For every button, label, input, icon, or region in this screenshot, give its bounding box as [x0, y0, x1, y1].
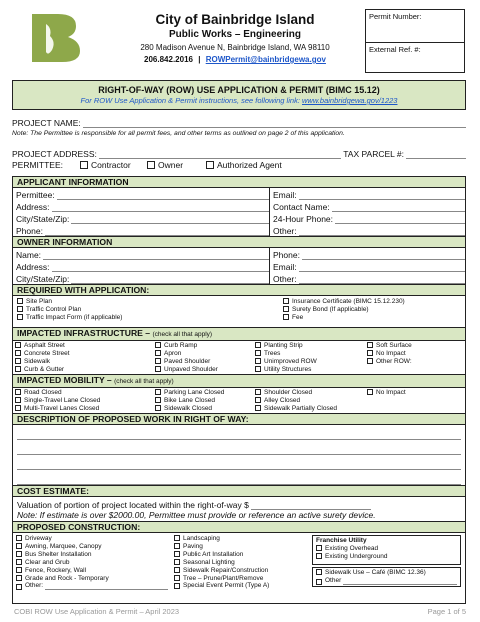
- proposed-construction-heading: PROPOSED CONSTRUCTION:: [13, 522, 465, 533]
- surety-bond-checkbox[interactable]: [283, 306, 289, 312]
- curb-gutter-label: Curb & Gutter: [24, 365, 65, 373]
- traffic-impact-form-label: Traffic Impact Form (if applicable): [26, 313, 123, 321]
- owner-option-label: Owner: [158, 160, 184, 170]
- asphalt-street-checkbox[interactable]: [15, 342, 21, 348]
- special-event-checkbox[interactable]: [174, 583, 180, 589]
- permit-number-box: [365, 9, 465, 73]
- owner-other-label: Other:: [273, 274, 297, 284]
- department-name: Public Works – Engineering: [168, 29, 302, 40]
- apron-checkbox[interactable]: [155, 350, 161, 356]
- phone-label: Phone:: [16, 226, 43, 236]
- parking-lane-closed-checkbox[interactable]: [155, 389, 161, 395]
- tree-prune-checkbox[interactable]: [174, 575, 180, 581]
- franchise-utility-box: [312, 535, 461, 565]
- other-label: Other:: [273, 226, 297, 236]
- unimproved-row-label: Unimproved ROW: [264, 357, 317, 365]
- bus-shelter-checkbox[interactable]: [16, 551, 22, 557]
- address-input[interactable]: [52, 211, 269, 212]
- grade-rock-label: Grade and Rock - Temporary: [25, 574, 109, 582]
- other-construction-label: Other:: [25, 582, 44, 590]
- concrete-street-label: Concrete Street: [24, 349, 70, 357]
- bus-shelter-label: Bus Shelter Installation: [25, 550, 92, 558]
- curb-ramp-checkbox[interactable]: [155, 342, 161, 348]
- road-closed-label: Road Closed: [24, 389, 62, 396]
- trees-checkbox[interactable]: [255, 350, 261, 356]
- city-state-zip-input[interactable]: [71, 223, 269, 224]
- multi-lanes-closed-checkbox[interactable]: [15, 405, 21, 411]
- paved-shoulder-checkbox[interactable]: [155, 358, 161, 364]
- utility-structures-label: Utility Structures: [264, 365, 312, 373]
- other-cafe-checkbox[interactable]: [316, 579, 322, 585]
- other-construction-checkbox[interactable]: [16, 584, 22, 590]
- insurance-certificate-checkbox[interactable]: [283, 298, 289, 304]
- single-lane-closed-checkbox[interactable]: [15, 397, 21, 403]
- driveway-label: Driveway: [25, 535, 52, 542]
- owner-city-state-zip-label: City/State/Zip:: [16, 274, 70, 284]
- owner-email-label: Email:: [273, 262, 297, 272]
- utility-structures-checkbox[interactable]: [255, 366, 261, 372]
- curb-ramp-label: Curb Ramp: [164, 342, 198, 349]
- sidewalk-repair-label: Sidewalk Repair/Construction: [183, 566, 269, 574]
- owner-checkbox[interactable]: [147, 161, 155, 169]
- owner-city-state-zip-input[interactable]: [71, 283, 269, 284]
- other-row-checkbox[interactable]: [367, 358, 373, 364]
- bike-lane-closed-checkbox[interactable]: [155, 397, 161, 403]
- public-art-label: Public Art Installation: [183, 550, 244, 558]
- other-cafe-label: Other: [325, 576, 342, 584]
- parking-lane-closed-label: Parking Lane Closed: [164, 389, 225, 396]
- contact-name-input[interactable]: [332, 211, 465, 212]
- paving-checkbox[interactable]: [174, 543, 180, 549]
- awning-checkbox[interactable]: [16, 543, 22, 549]
- cost-estimate-heading: COST ESTIMATE:: [13, 486, 465, 497]
- site-plan-checkbox[interactable]: [17, 298, 23, 304]
- awning-label: Awning, Marquee, Canopy: [25, 542, 102, 550]
- sidewalk-cafe-label: Sidewalk Use – Café (BIMC 12.36): [325, 569, 426, 576]
- sidewalk-partially-closed-checkbox[interactable]: [255, 405, 261, 411]
- no-impact-infra-label: No Impact: [376, 349, 406, 357]
- owner-info-heading: OWNER INFORMATION: [13, 237, 465, 248]
- no-impact-infra-checkbox[interactable]: [367, 350, 373, 356]
- fence-checkbox[interactable]: [16, 567, 22, 573]
- description-input[interactable]: [13, 425, 465, 486]
- city-name: City of Bainbridge Island: [155, 12, 315, 27]
- other-input[interactable]: [299, 235, 465, 236]
- owner-email-input[interactable]: [299, 271, 465, 272]
- mobility-heading: IMPACTED MOBILITY –: [17, 375, 112, 385]
- paving-label: Paving: [183, 542, 203, 550]
- trees-label: Trees: [264, 349, 281, 357]
- planting-strip-label: Planting Strip: [264, 342, 303, 349]
- owner-phone-label: Phone:: [273, 250, 300, 260]
- owner-address-label: Address:: [16, 262, 50, 272]
- multi-lanes-closed-label: Multi-Travel Lanes Closed: [24, 404, 100, 412]
- owner-other-input[interactable]: [299, 283, 465, 284]
- permittee-fee-note: Note: The Permittee is responsible for all permit fees, and other terms as outlined on page 2 of this application.: [12, 130, 345, 137]
- seasonal-lighting-label: Seasonal Lighting: [183, 558, 235, 566]
- contractor-checkbox[interactable]: [80, 161, 88, 169]
- mobility-hint: (check all that apply): [114, 378, 174, 385]
- permittee-label: Permittee:: [16, 190, 55, 200]
- sidewalk-checkbox[interactable]: [15, 358, 21, 364]
- description-heading: DESCRIPTION OF PROPOSED WORK IN RIGHT OF WAY:: [13, 414, 465, 425]
- curb-gutter-checkbox[interactable]: [15, 366, 21, 372]
- other-cafe-input[interactable]: [343, 584, 457, 585]
- existing-overhead-checkbox[interactable]: [316, 545, 322, 551]
- authorized-agent-checkbox[interactable]: [206, 161, 214, 169]
- sidewalk-closed-checkbox[interactable]: [155, 405, 161, 411]
- no-impact-mobility-checkbox[interactable]: [367, 389, 373, 395]
- insurance-certificate-label: Insurance Certificate (BIMC 15.12.230): [292, 298, 405, 305]
- driveway-checkbox[interactable]: [16, 535, 22, 541]
- phone-input[interactable]: [45, 235, 269, 236]
- contact-name-label: Contact Name:: [273, 202, 330, 212]
- other-row-label: Other ROW:: [376, 357, 412, 365]
- traffic-impact-form-checkbox[interactable]: [17, 314, 23, 320]
- single-lane-closed-label: Single-Travel Lane Closed: [24, 396, 101, 404]
- instructions-text: For ROW Use Application & Permit instructions, see following link:: [80, 96, 300, 105]
- permittee-input[interactable]: [57, 199, 269, 200]
- sidewalk-cafe-checkbox[interactable]: [316, 569, 322, 575]
- permittee-type-label: PERMITTEE:: [12, 160, 64, 170]
- alley-closed-checkbox[interactable]: [255, 397, 261, 403]
- 24-hour-phone-input[interactable]: [335, 223, 465, 224]
- bike-lane-closed-label: Bike Lane Closed: [164, 396, 215, 404]
- email-label: Email:: [273, 190, 297, 200]
- no-impact-mobility-label: No Impact: [376, 389, 406, 396]
- fee-label: Fee: [292, 313, 304, 321]
- owner-address-input[interactable]: [52, 271, 269, 272]
- project-address-input[interactable]: [99, 148, 341, 159]
- infrastructure-heading: IMPACTED INFRASTRUCTURE –: [17, 328, 151, 338]
- paved-shoulder-label: Paved Shoulder: [164, 357, 211, 365]
- clear-grub-label: Clear and Grub: [25, 558, 70, 566]
- sidewalk-cafe-box: [312, 567, 461, 587]
- owner-name-input[interactable]: [43, 259, 269, 260]
- form-title-box: [12, 80, 466, 110]
- sidewalk-closed-label: Sidewalk Closed: [164, 404, 213, 412]
- footer-title: COBI ROW Use Application & Permit – April 2023: [14, 607, 180, 616]
- clear-grub-checkbox[interactable]: [16, 559, 22, 565]
- planting-strip-checkbox[interactable]: [255, 342, 261, 348]
- shoulder-closed-label: Shoulder Closed: [264, 389, 313, 396]
- soft-surface-label: Soft Surface: [376, 342, 412, 349]
- infrastructure-hint: (check all that apply): [152, 331, 213, 338]
- traffic-control-plan-checkbox[interactable]: [17, 306, 23, 312]
- existing-underground-checkbox[interactable]: [316, 553, 322, 559]
- site-plan-label: Site Plan: [26, 298, 53, 305]
- page-number: Page 1 of 5: [427, 607, 466, 616]
- traffic-control-plan-label: Traffic Control Plan: [26, 305, 82, 313]
- shoulder-closed-checkbox[interactable]: [255, 389, 261, 395]
- tax-parcel-label: TAX PARCEL #:: [343, 149, 404, 159]
- existing-overhead-label: Existing Overhead: [325, 544, 379, 552]
- surety-note: Note: If estimate is over $2000.00, Permittee must provide or reference an active surety device.: [17, 510, 376, 520]
- permit-number-field[interactable]: Permit Number:: [366, 10, 464, 43]
- project-address-label: PROJECT ADDRESS:: [12, 149, 97, 159]
- valuation-label: Valuation of portion of project located within the right-of-way $: [17, 500, 249, 510]
- contractor-option-label: Contractor: [91, 160, 131, 170]
- landscaping-label: Landscaping: [183, 535, 220, 542]
- existing-underground-label: Existing Underground: [325, 552, 388, 560]
- franchise-utility-heading: Franchise Utility: [316, 537, 367, 544]
- fee-checkbox[interactable]: [283, 314, 289, 320]
- unpaved-shoulder-label: Unpaved Shoulder: [164, 365, 218, 373]
- owner-phone-input[interactable]: [302, 259, 465, 260]
- seasonal-lighting-checkbox[interactable]: [174, 559, 180, 565]
- grade-rock-checkbox[interactable]: [16, 575, 22, 581]
- fence-label: Fence, Rockery, Wall: [25, 566, 87, 574]
- sidewalk-label: Sidewalk: [24, 357, 51, 365]
- authorized-agent-option-label: Authorized Agent: [217, 160, 282, 170]
- project-name-label: PROJECT NAME:: [12, 118, 81, 128]
- road-closed-checkbox[interactable]: [15, 389, 21, 395]
- unpaved-shoulder-checkbox[interactable]: [155, 366, 161, 372]
- address-label: Address:: [16, 202, 50, 212]
- surety-bond-label: Surety Bond (If applicable): [292, 305, 369, 313]
- tax-parcel-input[interactable]: [406, 148, 466, 159]
- special-event-label: Special Event Permit (Type A): [183, 582, 270, 590]
- city-state-zip-label: City/State/Zip:: [16, 214, 70, 224]
- city-phone: 206.842.2016: [144, 55, 193, 64]
- concrete-street-checkbox[interactable]: [15, 350, 21, 356]
- owner-name-label: Name:: [16, 250, 42, 260]
- 24-hour-phone-label: 24-Hour Phone:: [273, 214, 334, 224]
- project-name-input[interactable]: [83, 117, 466, 128]
- other-construction-input[interactable]: [45, 589, 168, 590]
- sidewalk-repair-checkbox[interactable]: [174, 567, 180, 573]
- public-art-checkbox[interactable]: [174, 551, 180, 557]
- external-ref-field[interactable]: External Ref. #:: [369, 45, 421, 54]
- instructions-link[interactable]: www.bainbridgewa.gov/1223: [302, 96, 398, 105]
- asphalt-street-label: Asphalt Street: [24, 342, 65, 349]
- unimproved-row-checkbox[interactable]: [255, 358, 261, 364]
- tree-prune-label: Tree – Prune/Plant/Remove: [183, 574, 264, 582]
- main-form: [12, 176, 466, 604]
- landscaping-checkbox[interactable]: [174, 535, 180, 541]
- applicant-info-heading: APPLICANT INFORMATION: [13, 177, 465, 188]
- apron-label: Apron: [164, 349, 182, 357]
- row-permit-email-link[interactable]: ROWPermit@bainbridgewa.gov: [205, 55, 326, 64]
- alley-closed-label: Alley Closed: [264, 396, 301, 404]
- city-address: 280 Madison Avenue N, Bainbridge Island, WA 98110: [140, 43, 330, 52]
- sidewalk-partially-closed-label: Sidewalk Partially Closed: [264, 404, 337, 412]
- email-input[interactable]: [299, 199, 465, 200]
- city-logo: [28, 12, 84, 64]
- form-title: RIGHT-OF-WAY (ROW) USE APPLICATION & PERMIT (BIMC 15.12): [98, 85, 380, 95]
- required-heading: REQUIRED WITH APPLICATION:: [13, 285, 465, 296]
- soft-surface-checkbox[interactable]: [367, 342, 373, 348]
